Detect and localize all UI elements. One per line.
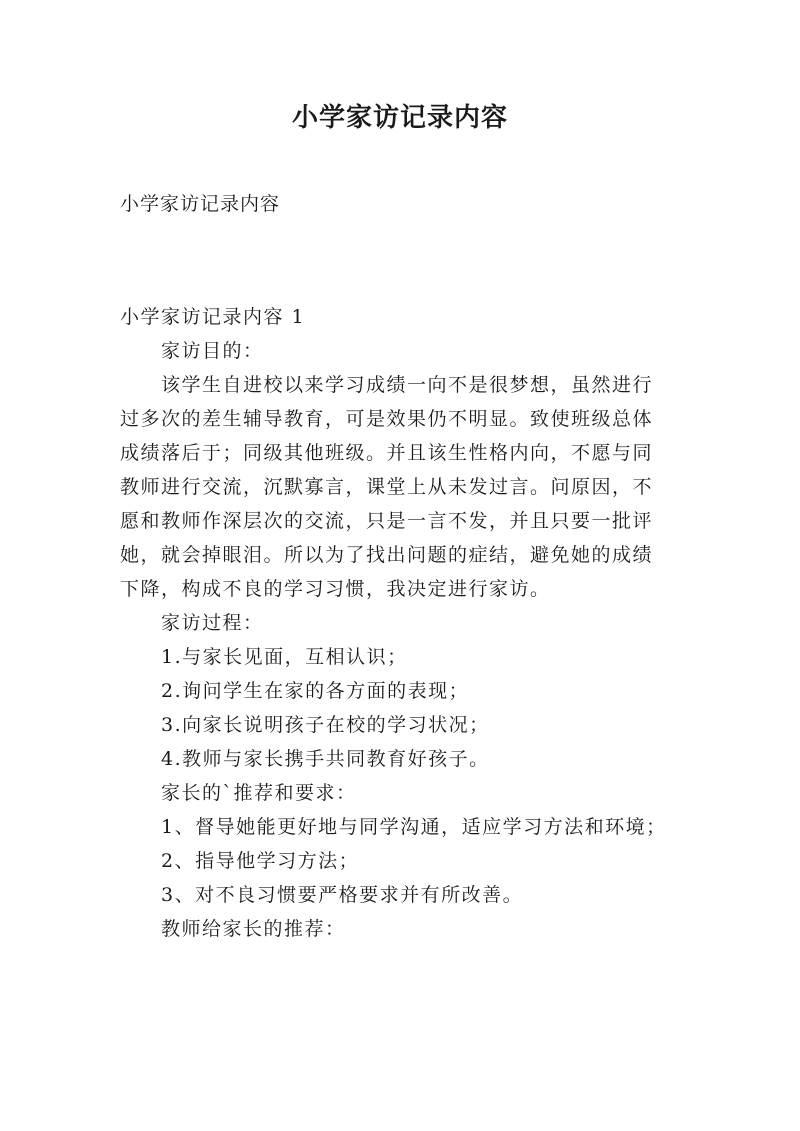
parent-item: 2、指导他学习方法； xyxy=(161,850,360,872)
process-item: 1.与家长见面，互相认识； xyxy=(161,646,408,668)
process-item: 4.教师与家长携手共同教育好孩子。 xyxy=(161,748,490,770)
section-heading: 小学家访记录内容 1 xyxy=(120,306,306,328)
process-label: 家访过程： xyxy=(161,612,264,634)
teacher-label: 教师给家长的推荐： xyxy=(161,918,346,940)
purpose-line: 愿和教师作深层次的交流，只是一言不发，并且只要一批评 xyxy=(120,510,654,532)
purpose-line: 下降，构成不良的学习习惯，我决定进行家访。 xyxy=(120,578,551,600)
parent-item: 3、对不良习惯要严格要求并有所改善。 xyxy=(161,884,524,906)
document-title: 小学家访记录内容 xyxy=(291,103,508,133)
document-subtitle: 小学家访记录内容 xyxy=(120,193,281,215)
document-body xyxy=(120,300,690,946)
purpose-line: 该学生自进校以来学习成绩一向不是很梦想，虽然进行 xyxy=(161,374,654,396)
purpose-line: 成绩落后于；同级其他班级。并且该生性格内向，不愿与同 xyxy=(120,442,654,464)
purpose-line: 教师进行交流，沉默寡言，课堂上从未发过言。问原因，不 xyxy=(120,476,654,498)
purpose-line: 她，就会掉眼泪。所以为了找出问题的症结，避免她的成绩 xyxy=(120,544,654,566)
parent-item: 1、督导她能更好地与同学沟通，适应学习方法和环境； xyxy=(161,816,667,838)
parent-label: 家长的`推荐和要求： xyxy=(161,782,357,804)
process-item: 3.向家长说明孩子在校的学习状况； xyxy=(161,714,490,736)
process-item: 2.询问学生在家的各方面的表现； xyxy=(161,680,470,702)
purpose-label: 家访目的： xyxy=(161,340,264,362)
purpose-line: 过多次的差生辅导教育，可是效果仍不明显。致使班级总体 xyxy=(120,408,654,430)
